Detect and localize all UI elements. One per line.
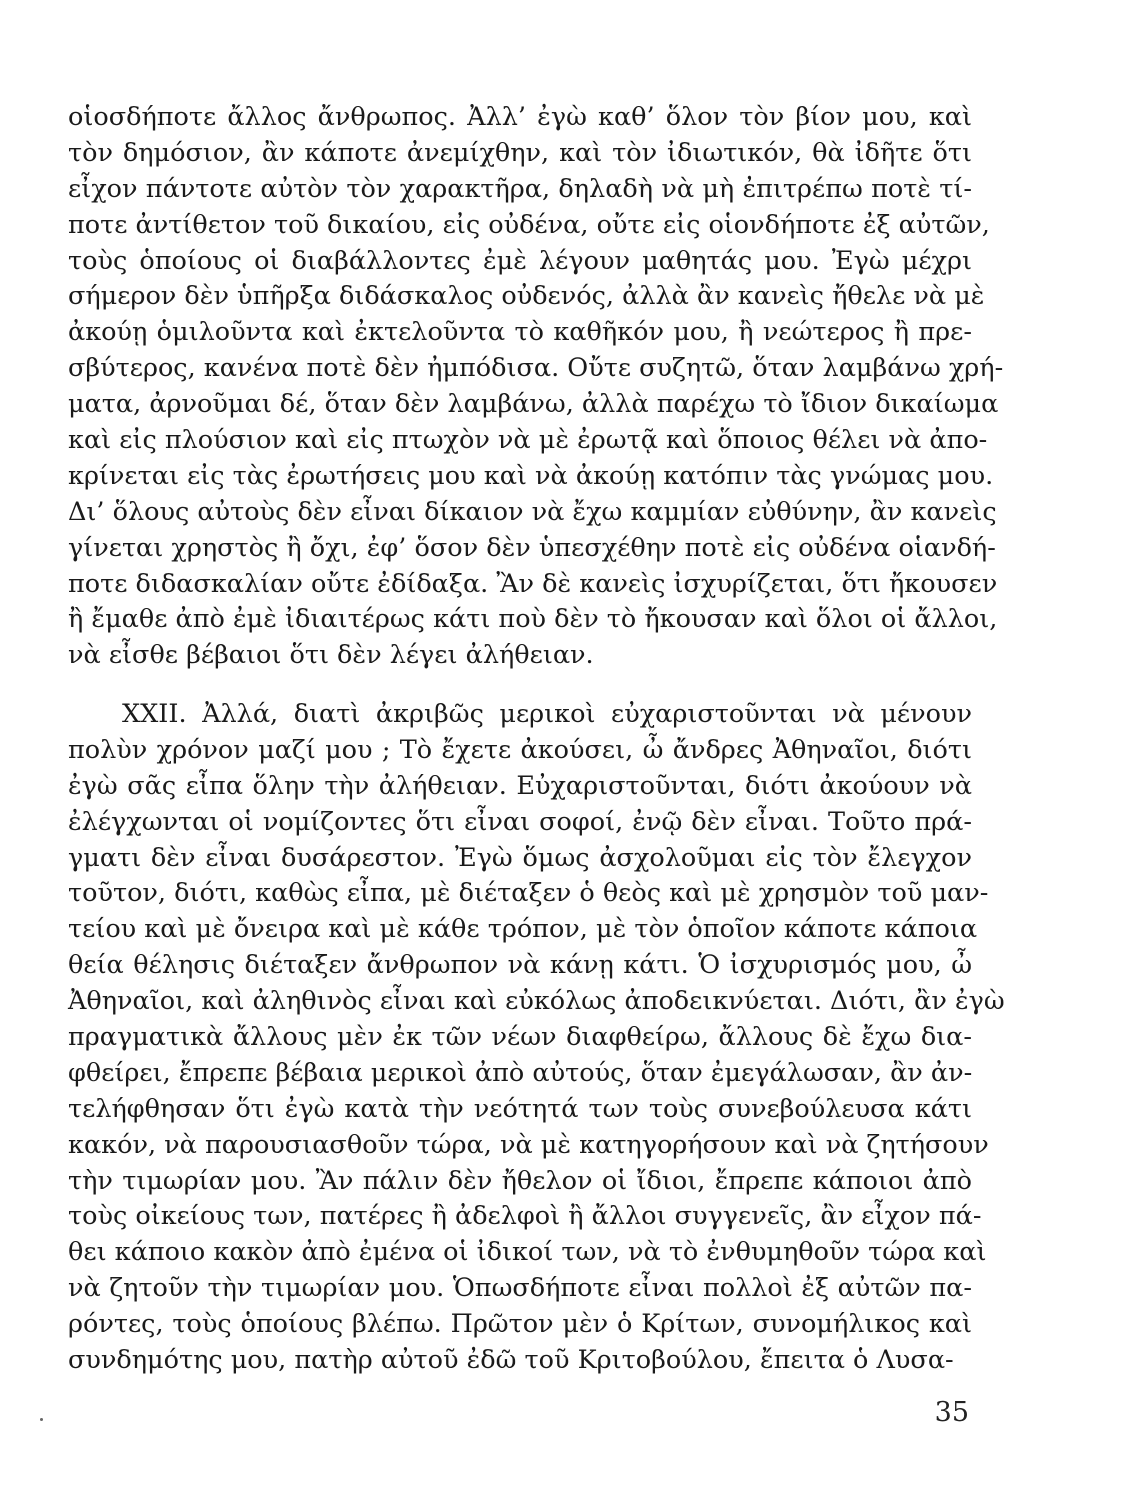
paragraph-2-line: συνδημότης μου, πατὴρ αὐτοῦ ἐδῶ τοῦ Κριτοβούλου, ἔπειτα ὁ Λυσα- [68,1345,954,1376]
paragraph-2-line: κακόν, νὰ παρουσιασθοῦν τώρα, νὰ μὲ κατηγορήσουν καὶ νὰ ζητήσουν [68,1129,989,1160]
paragraph-1-line: κρίνεται εἰς τὰς ἐρωτήσεις μου καὶ νὰ ἀκούῃ κατόπιν τὰς γνώμας μου. [68,460,994,491]
paragraph-2-line: φθείρει, ἔπρεπε βέβαια μερικοὶ ἀπὸ αὐτούς, ὅταν ἐμεγάλωσαν, ἂν ἀν- [68,1057,973,1088]
paragraph-1-line: εἶχον πάντοτε αὐτὸν τὸν χαρακτῆρα, δηλαδὴ νὰ μὴ ἐπιτρέπω ποτὲ τί- [68,173,972,204]
paragraph-2 [68,697,1005,1379]
paragraph-2-line: Ἀθηναῖοι, καὶ ἀληθινὸς εἶναι καὶ εὐκόλως ἀποδεικνύεται. Διότι, ἂν ἐγὼ [68,986,1005,1017]
paragraph-2-line: τείου καὶ μὲ ὄνειρα καὶ μὲ κάθε τρόπον, μὲ τὸν ὁποῖον κάποτε κάποια [68,914,978,945]
paragraph-2-line: τοῦτον, διότι, καθὼς εἶπα, μὲ διέταξεν ὁ θεὸς καὶ μὲ χρησμὸν τοῦ μαν- [68,878,989,909]
paragraph-1-line: καὶ εἰς πλούσιον καὶ εἰς πτωχὸν νὰ μὲ ἐρωτᾷ καὶ ὅποιος θέλει νὰ ἀπο- [68,425,988,456]
paragraph-2-line: νὰ ζητοῦν τὴν τιμωρίαν μου. Ὁπωσδήποτε εἶναι πολλοὶ ἐξ αὐτῶν πα- [68,1273,972,1304]
paragraph-2-line: τοὺς οἰκείους των, πατέρες ἢ ἀδελφοὶ ἢ ἄλλοι συγγενεῖς, ἂν εἶχον πά- [68,1201,982,1232]
paragraph-2-line: θει κάποιο κακὸν ἀπὸ ἐμένα οἱ ἰδικοί των, νὰ τὸ ἐνθυμηθοῦν τώρα καὶ [68,1237,987,1268]
paragraph-1-line: ἀκούῃ ὁμιλοῦντα καὶ ἐκτελοῦντα τὸ καθῆκόν μου, ἢ νεώτερος ἢ πρε- [68,317,972,348]
paragraph-1-line: σβύτερος, κανένα ποτὲ δὲν ἠμπόδισα. Οὔτε συζητῶ, ὅταν λαμβάνω χρή- [68,353,1004,384]
paragraph-2-line: ἐλέγχωνται οἱ νομίζοντες ὅτι εἶναι σοφοί, ἐνῷ δὲν εἶναι. Τοῦτο πρά- [68,806,972,837]
paragraph-1-line: Δι’ ὅλους αὐτοὺς δὲν εἶναι δίκαιον νὰ ἔχω καμμίαν εὐθύνην, ἂν κανεὶς [68,496,997,527]
paragraph-2-line: τελήφθησαν ὅτι ἐγὼ κατὰ τὴν νεότητά των τοὺς συνεβούλευσα κάτι [68,1093,972,1124]
margin-dot [40,1418,43,1421]
paragraph-1-line: οἱοσδήποτε ἄλλος ἄνθρωπος. Ἀλλ’ ἐγὼ καθ’ ὅλον τὸν βίον μου, καὶ [68,102,972,132]
paragraph-2-line: πολὺν χρόνον μαζί μου ; Τὸ ἔχετε ἀκούσει, ὦ ἄνδρες Ἀθηναῖοι, διότι [68,734,972,765]
paragraph-1-line: σήμερον δὲν ὑπῆρξα διδάσκαλος οὐδενός, ἀλλὰ ἂν κανεὶς ἤθελε νὰ μὲ [68,281,985,312]
paragraph-1-line: ματα, ἀρνοῦμαι δέ, ὅταν δὲν λαμβάνω, ἀλλὰ παρέχω τὸ ἴδιον δικαίωμα [68,389,999,420]
paragraph-1-line: γίνεται χρηστὸς ἢ ὄχι, ἐφ’ ὅσον δὲν ὑπεσχέθην ποτὲ εἰς οὐδένα οἱανδή- [68,532,996,563]
paragraph-2-line: ρόντες, τοὺς ὁποίους βλέπω. Πρῶτον μὲν ὁ Κρίτων, συνομήλικος καὶ [68,1309,972,1340]
page-number: 35 [934,1397,969,1428]
paragraph-1-line: τοὺς ὁποίους οἱ διαβάλλοντες ἐμὲ λέγουν μαθητάς μου. Ἐγὼ μέχρι [68,245,972,276]
paragraph-2-line: πραγματικὰ ἄλλους μὲν ἐκ τῶν νέων διαφθείρω, ἄλλους δὲ ἔχω δια- [68,1022,972,1053]
paragraph-2-line: θεία θέλησις διέταξεν ἄνθρωπον νὰ κάνῃ κάτι. Ὁ ἰσχυρισμός μου, ὦ [68,950,972,981]
paragraph-2-line: XXII. Ἀλλά, διατὶ ἀκριβῶς μερικοὶ εὐχαριστοῦνται νὰ μένουν [122,699,972,729]
paragraph-2-line: ἐγὼ σᾶς εἶπα ὅλην τὴν ἀλήθειαν. Εὐχαριστοῦνται, διότι ἀκούουν νὰ [68,770,972,801]
paragraph-1 [68,100,1004,674]
paragraph-1-line: ποτε ἀντίθετον τοῦ δικαίου, εἰς οὐδένα, οὔτε εἰς οἱονδήποτε ἐξ αὐτῶν, [68,209,990,240]
paragraph-1-line: ποτε διδασκαλίαν οὔτε ἐδίδαξα. Ἂν δὲ κανεὶς ἰσχυρίζεται, ὅτι ἤκουσεν [68,568,998,599]
paragraph-2-line: τὴν τιμωρίαν μου. Ἂν πάλιν δὲν ἤθελον οἱ ἴδιοι, ἔπρεπε κάποιοι ἀπὸ [68,1165,972,1196]
paragraph-2-line: γματι δὲν εἶναι δυσάρεστον. Ἐγὼ ὅμως ἀσχολοῦμαι εἰς τὸν ἔλεγχον [68,842,972,873]
paragraph-1-line: ἢ ἔμαθε ἀπὸ ἐμὲ ἰδιαιτέρως κάτι ποὺ δὲν τὸ ἤκουσαν καὶ ὅλοι οἱ ἄλλοι, [68,604,998,635]
paragraph-1-line: τὸν δημόσιον, ἂν κάποτε ἀνεμίχθην, καὶ τὸν ἰδιωτικόν, θὰ ἰδῆτε ὅτι [68,137,972,168]
paragraph-1-line: νὰ εἶσθε βέβαιοι ὅτι δὲν λέγει ἀλήθειαν. [68,640,594,671]
